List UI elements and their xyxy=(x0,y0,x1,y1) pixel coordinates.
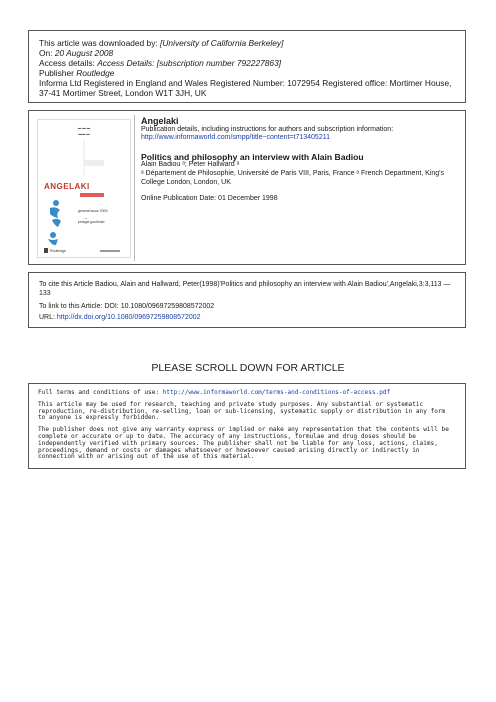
access-details-line: Access details: Access Details: [subscription number 792227863] xyxy=(39,58,282,68)
url-line: URL: http://dx.doi.org/10.1080/09697259808572002 xyxy=(39,314,201,322)
cover-title: ANGELAKI xyxy=(44,182,90,191)
date-line: On: 20 August 2008 xyxy=(39,48,114,58)
cover-editor: pelagia goulimari xyxy=(78,220,105,224)
journal-cover-image: ▬ ▬ ▬ ▬▬ ▬ ANGELAKI general issue 2000 — pelagia goulimari Routledge xyxy=(33,115,135,261)
download-info-box xyxy=(28,30,466,103)
cite-text: Badiou, Alain and Hallward, Peter(1998)'Politics and philosophy an interview with Alain Badiou',Angelaki,3:3,113 — 133 xyxy=(39,281,451,298)
cite-label: To cite this Article xyxy=(39,281,94,288)
publication-details: Publication details, including instructions for authors and subscription information: xyxy=(141,125,394,133)
registration-line-2: 37-41 Mortimer Street, London W1T 3JH, UK xyxy=(39,88,207,98)
access-details: Access Details: [subscription number 792227863] xyxy=(97,58,282,68)
disclaimer-paragraph: The publisher does not give any warranty express or implied or make any representation that the contents will be complete or accurate or up to date. The accuracy of any instructions, formulae and drug doses should be independently verified with primary sources. The publisher shall not be liable for any loss, actions, claims, proceedings, demand or costs or damages whatsoever or howsoever caused arising directly or indirectly in connection with or arising out of the use of this material. xyxy=(38,426,449,461)
institution: [University of California Berkeley] xyxy=(160,38,284,48)
registration-line-1: Informa Ltd Registered in England and Wales Registered Number: 1072954 Registered office: Mortimer House, xyxy=(39,78,452,88)
usage-paragraph: This article may be used for research, teaching and private study purposes. Any substantial or systematic reproduction, re-distribution, re-selling, loan or sub-licensing, systematic supply or distribution in any form to anyone is expressly forbidden. xyxy=(38,400,446,422)
scroll-notice: PLEASE SCROLL DOWN FOR ARTICLE xyxy=(151,362,345,374)
publisher-line: Publisher Routledge xyxy=(39,68,115,78)
online-publication-date: Online Publication Date: 01 December 1998 xyxy=(141,195,278,203)
journal-title: Angelaki xyxy=(141,116,179,126)
terms-box xyxy=(28,383,466,469)
citation-box xyxy=(28,272,466,328)
authors: Alain Badiou ᵃ; Peter Hallward ᵃ xyxy=(141,161,240,169)
cite-line xyxy=(39,280,455,299)
doi: 10.1080/09697259808572002 xyxy=(120,302,215,310)
terms-link[interactable]: http://www.informaworld.com/terms-and-conditions-of-access.pdf xyxy=(162,389,391,396)
article-details xyxy=(141,117,461,204)
cover-publisher: Routledge xyxy=(50,249,66,253)
doi-link[interactable]: http://dx.doi.org/10.1080/09697259808572002 xyxy=(56,314,201,322)
affiliation: ᵃ Département de Philosophie, Université de Paris VIII, Paris, France ᵃ French Department, King's College London, London, UK xyxy=(141,169,445,186)
terms-line: Full terms and conditions of use: http://www.informaworld.com/terms-and-conditions-of-access.pdf xyxy=(38,389,391,396)
download-date: 20 August 2008 xyxy=(54,48,114,58)
doi-line: To link to this Article: DOI: 10.1080/09697259808572002 xyxy=(39,302,215,310)
journal-link[interactable]: http://www.informaworld.com/smpp/title~content=t713405211 xyxy=(141,134,330,142)
article-title: Politics and philosophy an interview with Alain Badiou xyxy=(141,151,364,162)
article-info-box xyxy=(28,110,466,265)
downloaded-by-line: This article was downloaded by: [University of California Berkeley] xyxy=(39,38,284,48)
cover-issue: general issue 2000 xyxy=(78,209,108,213)
publisher-name: Routledge xyxy=(76,68,115,78)
